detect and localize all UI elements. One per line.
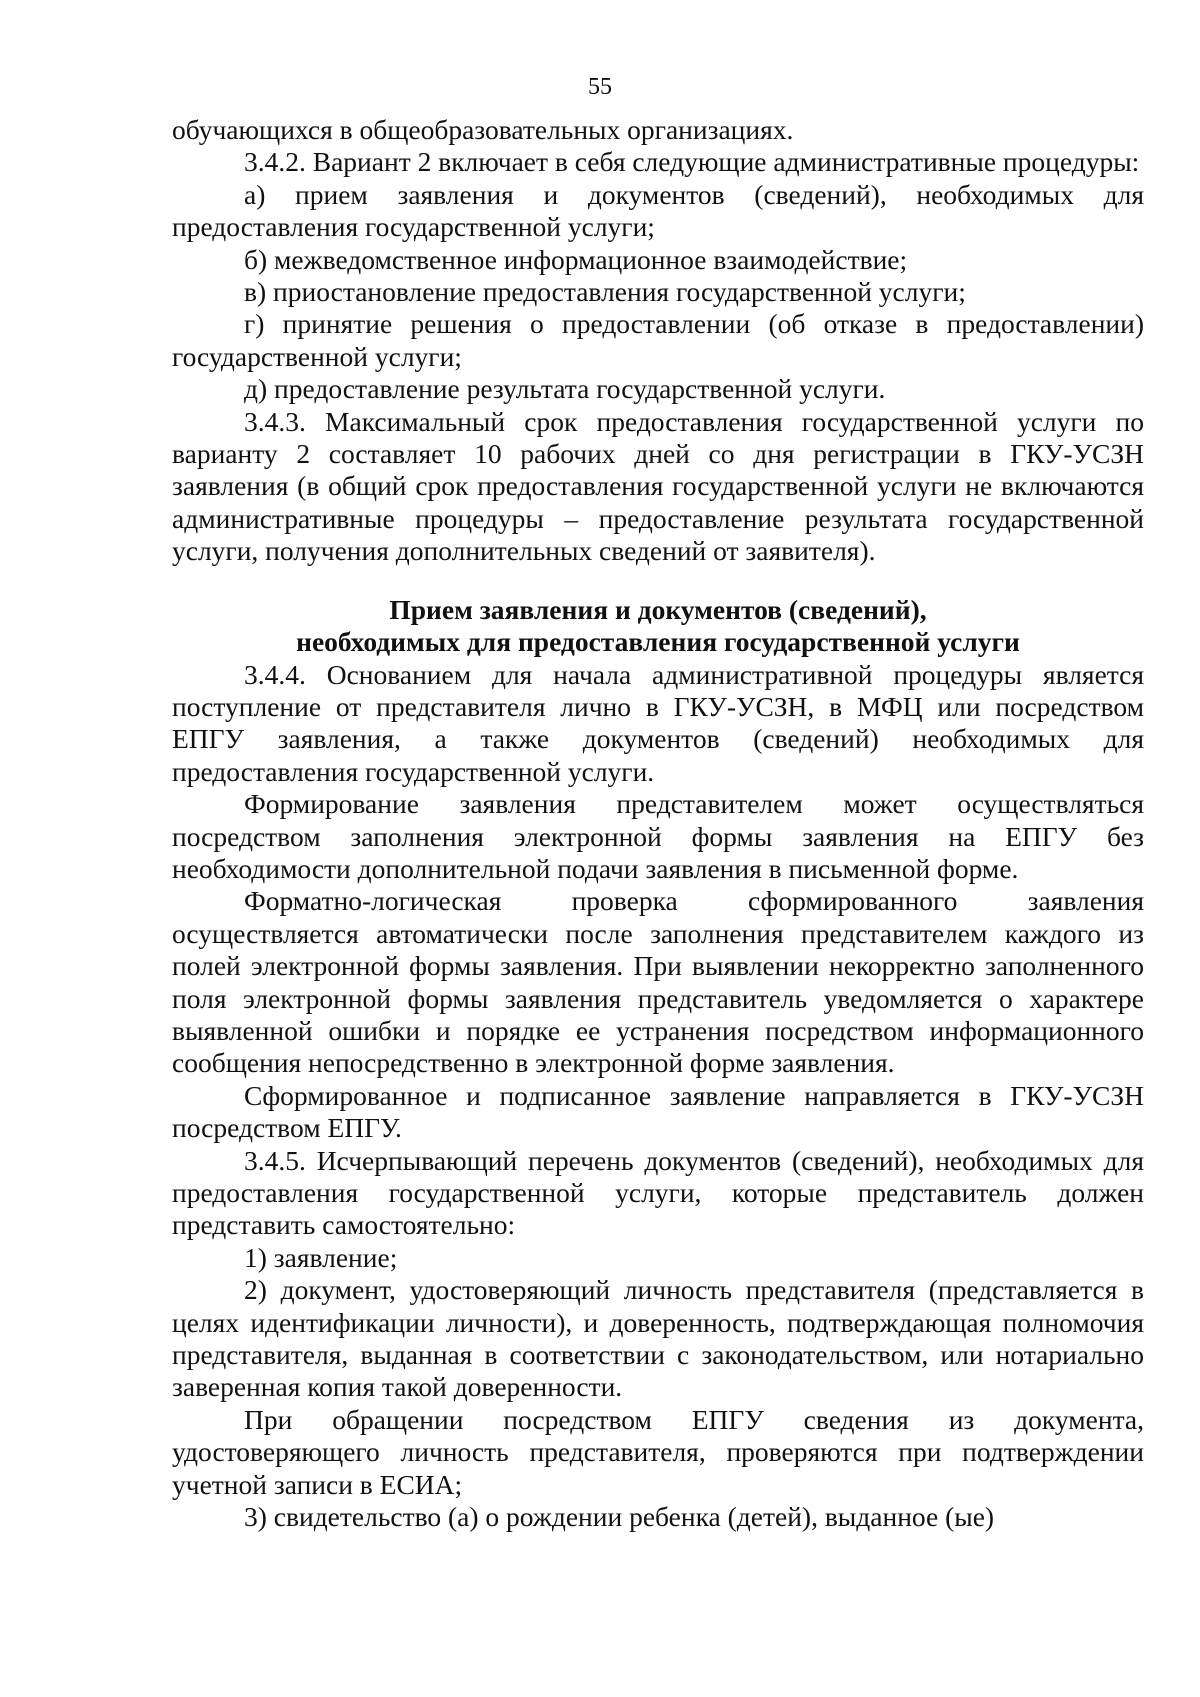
list-item-b: б) межведомственное информационное взаимодействие; (244, 243, 908, 275)
section-heading (172, 594, 1144, 659)
page-number: 55 (588, 74, 612, 100)
list-item-e: д) предоставление результата государственной услуги. (244, 373, 886, 405)
list-item-2: 2) документ, удостоверяющий личность представителя (представляется в целях идентификации личности), и доверенность, подтверждающая полномочия представителя, выданная в соответствии с законодательством, или нотариально заверенная копия такой доверенности. (172, 1274, 1144, 1403)
section-heading-line: Прием заявления и документов (сведений), (389, 593, 927, 625)
paragraph: 3.4.4. Основанием для начала административной процедуры является поступление от представителя лично в ГКУ-УСЗН, в МФЦ или посредством ЕПГУ заявления, а также документов (сведений) необходимых для предоставления государственной услуги. (172, 658, 1144, 787)
list-item-c: в) приостановление предоставления государственной услуги; (244, 276, 966, 308)
paragraph: Форматно-логическая проверка сформированного заявления осуществляется автоматически после заполнения представителем каждого из полей электронной формы заявления. При выявлении некорректно заполненного поля электронной формы заявления представитель уведомляется о характере выявленной ошибки и порядке ее устранения посредством информационного сообщения непосредственно в электронной форме заявления. (172, 885, 1144, 1079)
section-heading-line: необходимых для предоставления государственной услуги (296, 626, 1020, 658)
paragraph: 3.4.3. Максимальный срок предоставления государственной услуги по варианту 2 составляет 10 рабочих дней со дня регистрации в ГКУ-УСЗН заявления (в общий срок предоставления государственной услуги не включаются административные процедуры – предоставление результата государственной услуги, получения дополнительных сведений от заявителя). (172, 405, 1144, 567)
paragraph: обучающихся в общеобразовательных организациях. (172, 114, 794, 145)
paragraph: 3.4.2. Вариант 2 включает в себя следующие административные процедуры: (244, 146, 1140, 178)
paragraph: Сформированное и подписанное заявление направляется в ГКУ-УСЗН посредством ЕПГУ. (172, 1079, 1144, 1144)
list-item-3: 3) свидетельство (а) о рождении ребенка (детей), выданное (ые) (244, 1501, 995, 1533)
list-item-d: г) принятие решения о предоставлении (об отказе в предоставлении) государственной услуги; (172, 308, 1144, 372)
list-item-a: а) прием заявления и документов (сведений), необходимых для предоставления государственной услуги; (172, 178, 1144, 243)
paragraph: Формирование заявления представителем может осуществляться посредством заполнения электронной формы заявления на ЕПГУ без необходимости дополнительной подачи заявления в письменной форме. (172, 788, 1144, 884)
paragraph: 3.4.5. Исчерпывающий перечень документов (сведений), необходимых для предоставления государственной услуги, которые представитель должен представить самостоятельно: (172, 1144, 1144, 1241)
paragraph: При обращении посредством ЕПГУ сведения из документа, удостоверяющего личность представителя, проверяются при подтверждении учетной записи в ЕСИА; (172, 1403, 1144, 1500)
document-body (172, 114, 1144, 1533)
list-item-1: 1) заявление; (244, 1241, 398, 1273)
